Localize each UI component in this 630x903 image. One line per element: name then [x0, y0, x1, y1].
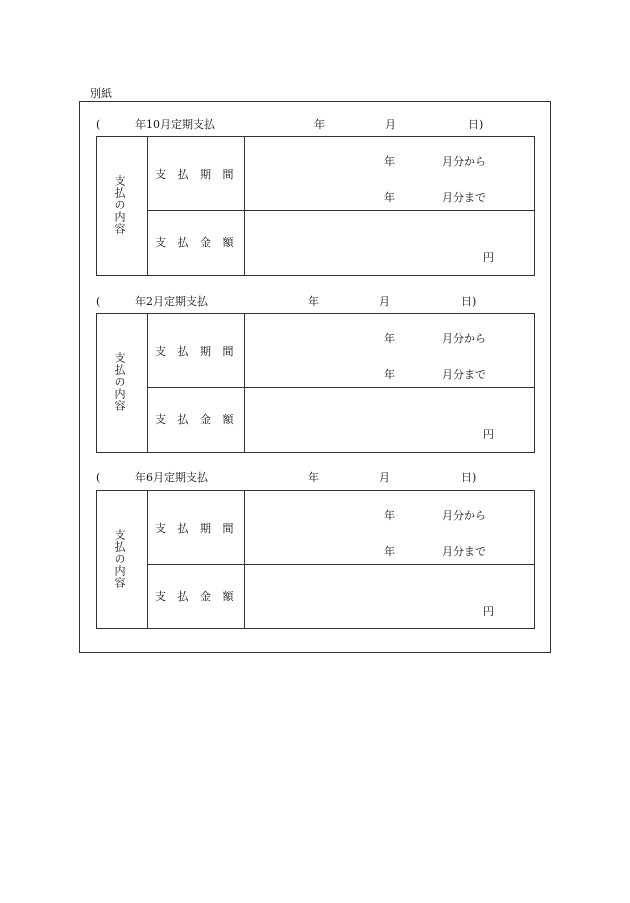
date-year: 年 [314, 118, 325, 131]
period-label: 支 払 期 間 [155, 345, 238, 358]
to-year: 年 [384, 368, 395, 381]
period-label: 支 払 期 間 [155, 522, 238, 535]
block-title: 年2月定期支払 [135, 295, 208, 308]
date-day: 日) [468, 118, 484, 131]
from-month: 月分から [442, 332, 486, 345]
content-vertical-label: 支払の内容 [113, 175, 126, 235]
paren-open: ( [96, 118, 101, 131]
to-month: 月分まで [442, 368, 486, 381]
content-vertical-label: 支払の内容 [113, 529, 126, 589]
date-month: 月 [379, 295, 390, 308]
date-year: 年 [308, 471, 319, 484]
to-month: 月分まで [442, 191, 486, 204]
from-month: 月分から [442, 155, 486, 168]
period-label: 支 払 期 間 [155, 168, 238, 181]
yen-unit: 円 [483, 428, 494, 441]
payment-block-feb [0, 177, 630, 441]
paren-open: ( [96, 471, 101, 484]
payment-block-oct [0, 0, 630, 264]
date-month: 月 [385, 118, 396, 131]
date-day: 日) [461, 295, 477, 308]
date-month: 月 [379, 471, 390, 484]
from-year: 年 [384, 332, 395, 345]
amount-label: 支 払 金 額 [155, 236, 238, 249]
date-day: 日) [461, 471, 477, 484]
to-year: 年 [384, 545, 395, 558]
attachment-label: 別紙 [90, 87, 112, 100]
content-vertical-label: 支払の内容 [113, 352, 126, 412]
date-year: 年 [308, 295, 319, 308]
block-title: 年10月定期支払 [135, 118, 215, 131]
payment-block-jun [0, 353, 630, 618]
block-title: 年6月定期支払 [135, 471, 208, 484]
paren-open: ( [96, 295, 101, 308]
yen-unit: 円 [483, 605, 494, 618]
payment-table [96, 490, 535, 629]
amount-label: 支 払 金 額 [155, 413, 238, 426]
to-month: 月分まで [442, 545, 486, 558]
from-year: 年 [384, 509, 395, 522]
to-year: 年 [384, 191, 395, 204]
amount-label: 支 払 金 額 [155, 590, 238, 603]
yen-unit: 円 [483, 251, 494, 264]
from-month: 月分から [442, 509, 486, 522]
from-year: 年 [384, 155, 395, 168]
